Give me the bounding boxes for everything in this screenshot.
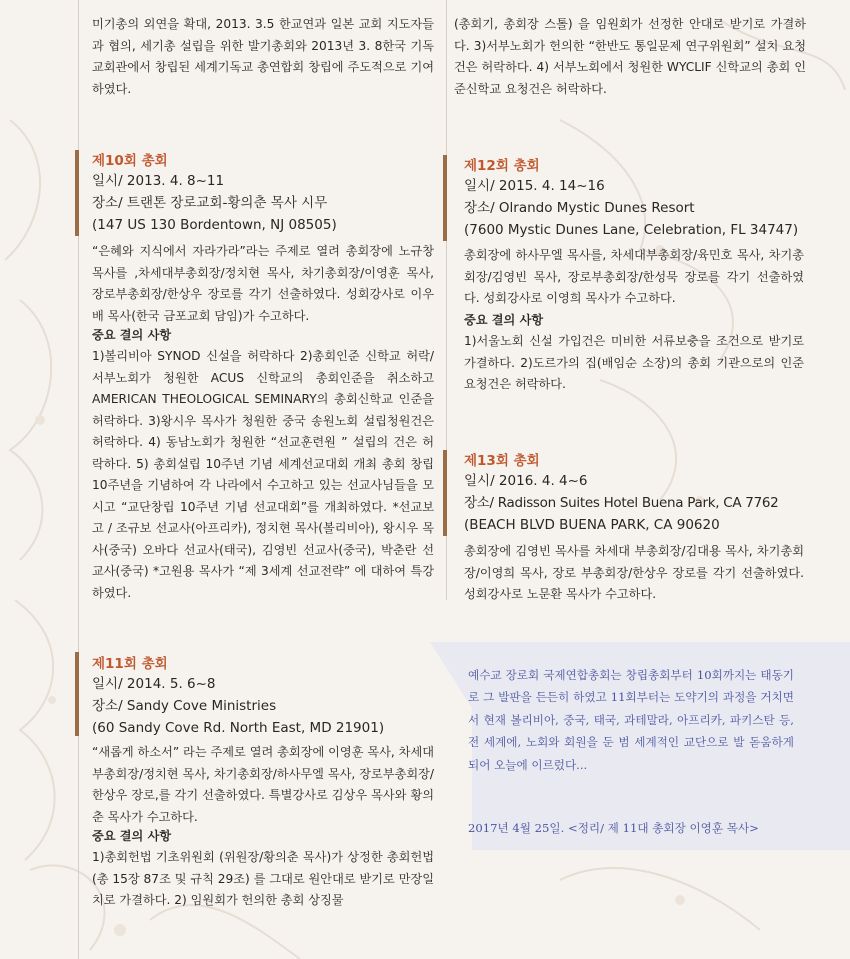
- assembly-10-date: 일시/ 2013. 4. 8~11: [92, 173, 225, 189]
- assembly-10-place: 장소/ 트랜톤 장로교회-황의춘 목사 시무: [92, 195, 328, 211]
- assembly-10-title: 제10회 총회: [92, 153, 168, 169]
- assembly-10-resolutions-label: 중요 결의 사항: [92, 328, 172, 342]
- closing-note-signature: 2017년 4월 25일. <정리/ 제 11대 총회장 이영훈 목사>: [468, 821, 759, 835]
- assembly-10-resolutions: 1)볼리비아 SYNOD 신설을 허락하다 2)총회인준 신학교 허락/ 서부노회가 청원한 ACUS 신학교의 총회인준을 취소하고 AMERICAN THEOLOGICAL SEMINARY의 총회신학교 인준을 허락하다. 3)왕시우 목사가 청원한 중국 송원노회 설립청원건은 허락하다. 4) 동남노회가 청원한 “선교훈련원 ” 설립의 건은 허락하다. 5) 총회설립 10주년 기념 세계선교대회 개최 총회 창립 10주년을 기념하여 각 나라에서 수고하고 있는 선교사님들을 모시고 “교단창립 10주년 기념 선교대회”를 개최하였다. *선교보고 / 조규보 선교사(아프리카), 정치현 목사(볼리비아), 왕시우 목사(중국) 오바다 선교사(태국), 김영빈 선교사(중국), 박춘란 선교사(중국) *고원용 목사가 “제 3세계 선교전략” 에 대하여 특강하였다.: [92, 349, 434, 600]
- assembly-12-date: 일시/ 2015. 4. 14~16: [464, 178, 605, 194]
- assembly-12-address: (7600 Mystic Dunes Lane, Celebration, FL 34747): [464, 222, 799, 238]
- intro-text: 미기총의 외연을 확대, 2013. 3.5 한교연과 일본 교회 지도자들과 협의, 세기총 설립을 위한 발기총회와 2013년 3. 8한국 기독교회관에서 창립된 세계기독교 총연합회 창립에 주도적으로 기여하였다.: [92, 17, 434, 96]
- assembly-12-title: 제12회 총회: [464, 158, 540, 174]
- assembly-12-marker: [443, 155, 447, 241]
- left-column: [78, 0, 438, 959]
- assembly-11-address: (60 Sandy Cove Rd. North East, MD 21901): [92, 720, 385, 736]
- assembly-13-marker: [443, 450, 447, 536]
- assembly-10-address: (147 US 130 Bordentown, NJ 08505): [92, 217, 337, 233]
- continued-text: (총회기, 총회장 스톨) 을 임원회가 선정한 안대로 받기로 가결하다. 3)서부노회가 헌의한 “한반도 통일문제 연구위원회” 설치 요청건은 허락하다. 4) 서부노회에서 청원한 WYCLIF 신학교의 총회 인준신학교 요청건은 허락하다.: [454, 17, 806, 96]
- assembly-11-date: 일시/ 2014. 5. 6~8: [92, 676, 216, 692]
- assembly-11-resolutions-label: 중요 결의 사항: [92, 829, 172, 843]
- assembly-11-place: 장소/ Sandy Cove Ministries: [92, 698, 277, 714]
- assembly-11-marker: [75, 652, 79, 736]
- assembly-11-summary: “새롭게 하소서” 라는 주제로 열려 총회장에 이영훈 목사, 차세대부총회장/정치현 목사, 차기총회장/하사무엘 목사, 장로부총회장/한상우 장로,를 각기 선출하였다. 특별강사로 김상우 목사와 황의춘 목사가 수고하다.: [92, 745, 434, 824]
- assembly-13-date: 일시/ 2016. 4. 4~6: [464, 473, 588, 489]
- closing-note-text: 예수교 장로회 국제연합총회는 창립총회부터 10회까지는 태동기로 그 발판을 든든히 하였고 11회부터는 도약기의 과정을 거치면서 현재 볼리비아, 중국, 태국, 과테말라, 아프리카, 파키스탄 등, 전 세계에, 노회와 회원을 둔 범 세계적인 교단으로 발 돋움하게 되어 오늘에 이르렀다...: [468, 668, 794, 772]
- assembly-12-resolutions: 1)서울노회 신설 가입건은 미비한 서류보충을 조건으로 받기로 가결하다. 2)도르가의 집(배임순 소장)의 총회 기관으로의 인준 요청건은 허락하다.: [464, 334, 804, 391]
- assembly-12-place: 장소/ Olrando Mystic Dunes Resort: [464, 200, 695, 216]
- assembly-13-place: 장소/ Radisson Suites Hotel Buena Park, CA 7762: [464, 495, 779, 511]
- assembly-10-marker: [75, 150, 79, 236]
- assembly-11-resolutions: 1)총회헌법 기초위원회 (위원장/황의춘 목사)가 상정한 총회헌법 (총 15장 87조 및 규칙 29조) 를 그대로 원안대로 받기로 만장일치로 가결하다. 2) 임원회가 헌의한 총회 상징물: [92, 850, 435, 907]
- assembly-11-title: 제11회 총회: [92, 656, 168, 672]
- assembly-12-summary: 총회장에 하사무엘 목사를, 차세대부총회장/육민호 목사, 차기총회장/김영빈 목사, 장로부총회장/한성묵 장로를 각기 선출하였다. 성회강사로 이영희 목사가 수고하다.: [464, 248, 804, 305]
- assembly-13-address: (BEACH BLVD BUENA PARK, CA 90620: [464, 517, 720, 533]
- left-column-rule: [78, 0, 79, 959]
- assembly-10-summary: “은혜와 지식에서 자라가라”라는 주제로 열려 총회장에 노규창 목사를 ,차세대부총회장/정치현 목사, 차기총회장/이영훈 목사, 장로부총회장/한상우 장로를 각기 선출하였다. 성회강사로 이우배 목사(한국 금포교회 담임)가 수고하다.: [92, 244, 434, 323]
- assembly-13-summary: 총회장에 김영빈 목사를 차세대 부총회장/김대용 목사, 차기총회장/이영희 목사, 장로 부총회장/한상우 장로를 각기 선출하였다. 성회강사로 노문환 목사가 수고하다.: [464, 544, 804, 601]
- right-column: [446, 0, 808, 640]
- assembly-12-resolutions-label: 중요 결의 사항: [464, 313, 544, 327]
- assembly-13-title: 제13회 총회: [464, 453, 540, 469]
